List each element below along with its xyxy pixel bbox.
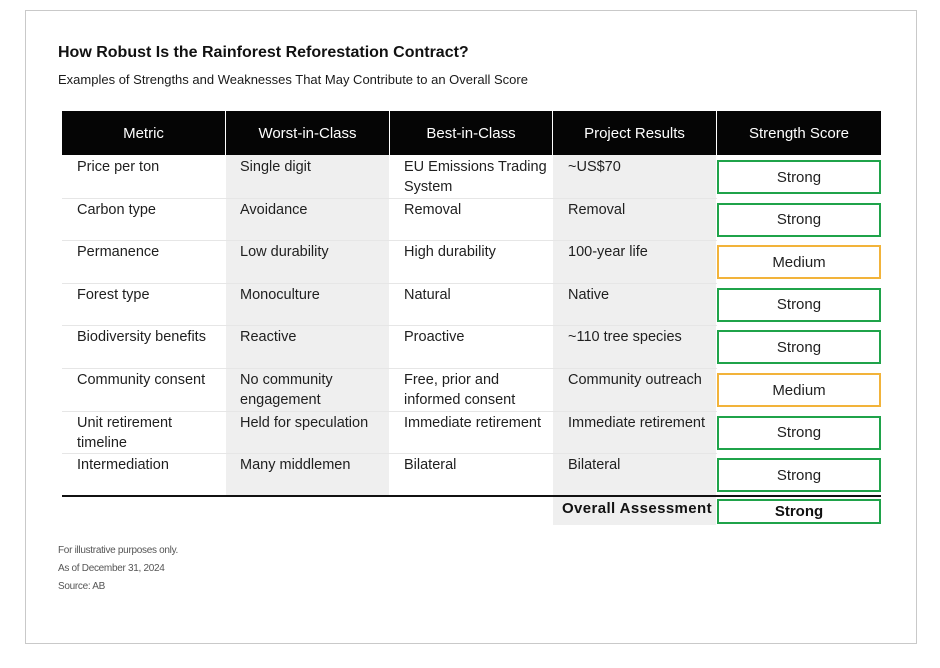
best-cell: Proactive xyxy=(404,329,465,346)
metric-cell: Unit retirement timeline xyxy=(77,414,173,451)
worst-cell: No community engagement xyxy=(240,372,333,408)
metric-cell: Carbon type xyxy=(77,201,156,218)
strength-score-badge: Medium xyxy=(717,373,881,407)
row-divider xyxy=(62,198,717,199)
metric-cell: Price per ton xyxy=(77,159,160,175)
header-score: Strength Score xyxy=(717,111,881,155)
row-divider xyxy=(62,283,717,284)
row-divider xyxy=(62,368,717,369)
row-divider xyxy=(62,240,717,241)
strength-score-badge: Medium xyxy=(717,245,881,279)
best-cell: High durability xyxy=(404,244,496,261)
result-cell: Community outreach xyxy=(568,372,702,388)
header-best: Best-in-Class xyxy=(390,111,552,155)
row-divider xyxy=(62,411,717,412)
result-cell: ~US$70 xyxy=(568,159,621,175)
best-cell: Immediate retirement xyxy=(404,414,541,431)
header-metric: Metric xyxy=(62,111,225,155)
result-cell: Removal xyxy=(568,201,626,218)
strength-score-badge: Strong xyxy=(717,203,881,237)
strength-score-badge: Strong xyxy=(717,330,881,364)
result-cell: ~110 tree species xyxy=(568,329,682,346)
overall-assessment-score: Strong xyxy=(717,499,881,524)
result-cell: 100-year life xyxy=(568,244,648,261)
metric-cell: Permanence xyxy=(77,244,160,261)
worst-cell: Held for speculation xyxy=(240,414,369,431)
worst-cell: Avoidance xyxy=(240,201,308,218)
metric-cell: Community consent xyxy=(77,372,206,388)
result-cell: Immediate retirement xyxy=(568,414,705,431)
best-cell: Removal xyxy=(404,201,462,218)
worst-cell: Many middlemen xyxy=(240,457,351,474)
table-bottom-rule xyxy=(62,495,881,497)
result-cell: Bilateral xyxy=(568,457,621,474)
strength-score-badge: Strong xyxy=(717,288,881,322)
note-illustrative: For illustrative purposes only. xyxy=(58,545,179,556)
note-date: As of December 31, 2024 xyxy=(58,563,165,574)
worst-cell: Monoculture xyxy=(240,286,320,303)
worst-cell: Low durability xyxy=(240,244,329,261)
note-source: Source: AB xyxy=(58,581,106,592)
page-title: How Robust Is the Rainforest Reforestation Contract? xyxy=(58,44,469,61)
best-cell: Natural xyxy=(404,286,451,303)
best-cell: EU Emissions Trading System xyxy=(404,159,547,195)
row-divider xyxy=(62,453,717,454)
strength-score-badge: Strong xyxy=(717,458,881,492)
overall-assessment-label: Overall Assessment xyxy=(561,500,712,517)
metric-cell: Biodiversity benefits xyxy=(77,329,206,346)
strength-score-badge: Strong xyxy=(717,416,881,450)
best-cell: Bilateral xyxy=(404,457,457,474)
metric-cell: Intermediation xyxy=(77,457,169,474)
result-cell: Native xyxy=(568,286,610,303)
metric-cell: Forest type xyxy=(77,286,150,303)
row-divider xyxy=(62,325,717,326)
best-cell: Free, prior and informed consent xyxy=(404,372,516,408)
header-results: Project Results xyxy=(553,111,716,155)
worst-cell: Single digit xyxy=(240,159,311,175)
worst-cell: Reactive xyxy=(240,329,297,346)
strength-score-badge: Strong xyxy=(717,160,881,194)
page-subtitle: Examples of Strengths and Weaknesses That May Contribute to an Overall Score xyxy=(58,72,528,87)
header-worst: Worst-in-Class xyxy=(226,111,389,155)
